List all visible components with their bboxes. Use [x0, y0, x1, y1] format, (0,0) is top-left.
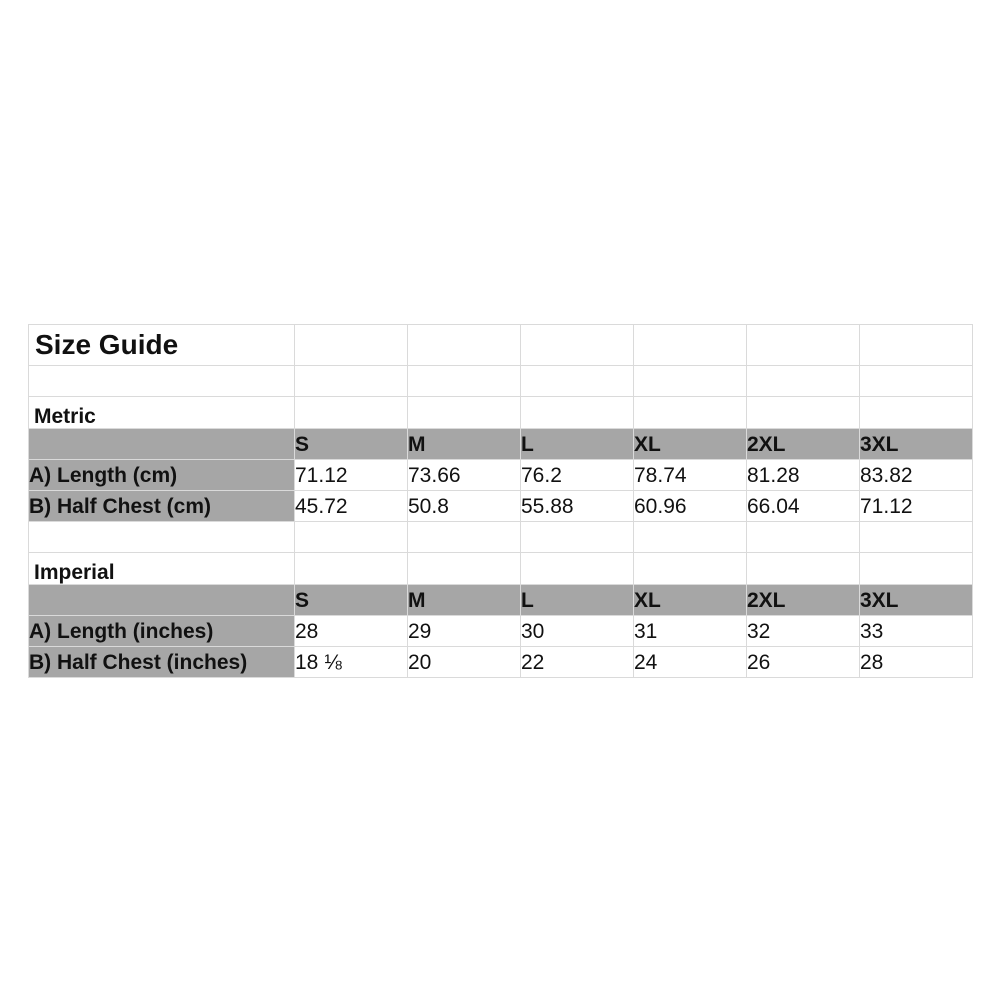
table-cell: 83.82	[860, 460, 973, 491]
size-header-corner	[29, 429, 295, 460]
table-cell: 73.66	[408, 460, 521, 491]
table-cell: 81.28	[747, 460, 860, 491]
size-header-xl: XL	[634, 585, 747, 616]
table-cell: 33	[860, 616, 973, 647]
table-cell: 20	[408, 647, 521, 678]
row-label: B) Half Chest (inches)	[29, 647, 295, 678]
table-cell: 28	[295, 616, 408, 647]
table-cell: 22	[521, 647, 634, 678]
table-row	[29, 647, 973, 678]
size-header-2xl: 2XL	[747, 429, 860, 460]
size-header-3xl: 3XL	[860, 429, 973, 460]
table-cell: 31	[634, 616, 747, 647]
row-label: A) Length (inches)	[29, 616, 295, 647]
spacer-row	[29, 366, 973, 397]
table-cell: 50.8	[408, 491, 521, 522]
table-cell: 55.88	[521, 491, 634, 522]
table-cell: 71.12	[860, 491, 973, 522]
metric-section-row	[29, 397, 973, 429]
table-cell: 29	[408, 616, 521, 647]
imperial-size-header-row	[29, 585, 973, 616]
table-cell: 28	[860, 647, 973, 678]
table-cell: 30	[521, 616, 634, 647]
table-cell: 24	[634, 647, 747, 678]
table-cell: 76.2	[521, 460, 634, 491]
table-cell: 45.72	[295, 491, 408, 522]
size-header-l: L	[521, 429, 634, 460]
table-cell: 18 ⅛	[295, 647, 408, 678]
metric-section-label: Metric	[29, 397, 295, 429]
size-guide-table	[28, 324, 973, 678]
spacer-row	[29, 522, 973, 553]
table-cell: 26	[747, 647, 860, 678]
imperial-section-row	[29, 553, 973, 585]
table-cell: 71.12	[295, 460, 408, 491]
row-label: B) Half Chest (cm)	[29, 491, 295, 522]
metric-size-header-row	[29, 429, 973, 460]
size-header-l: L	[521, 585, 634, 616]
page-title: Size Guide	[29, 325, 295, 366]
table-cell: 60.96	[634, 491, 747, 522]
size-header-m: M	[408, 585, 521, 616]
imperial-section-label: Imperial	[29, 553, 295, 585]
table-cell: 32	[747, 616, 860, 647]
size-header-s: S	[295, 429, 408, 460]
size-header-s: S	[295, 585, 408, 616]
size-header-corner	[29, 585, 295, 616]
table-cell: 78.74	[634, 460, 747, 491]
table-cell: 66.04	[747, 491, 860, 522]
table-row	[29, 460, 973, 491]
title-row	[29, 325, 973, 366]
size-header-xl: XL	[634, 429, 747, 460]
size-header-2xl: 2XL	[747, 585, 860, 616]
size-header-m: M	[408, 429, 521, 460]
size-header-3xl: 3XL	[860, 585, 973, 616]
table-row	[29, 491, 973, 522]
row-label: A) Length (cm)	[29, 460, 295, 491]
table-row	[29, 616, 973, 647]
